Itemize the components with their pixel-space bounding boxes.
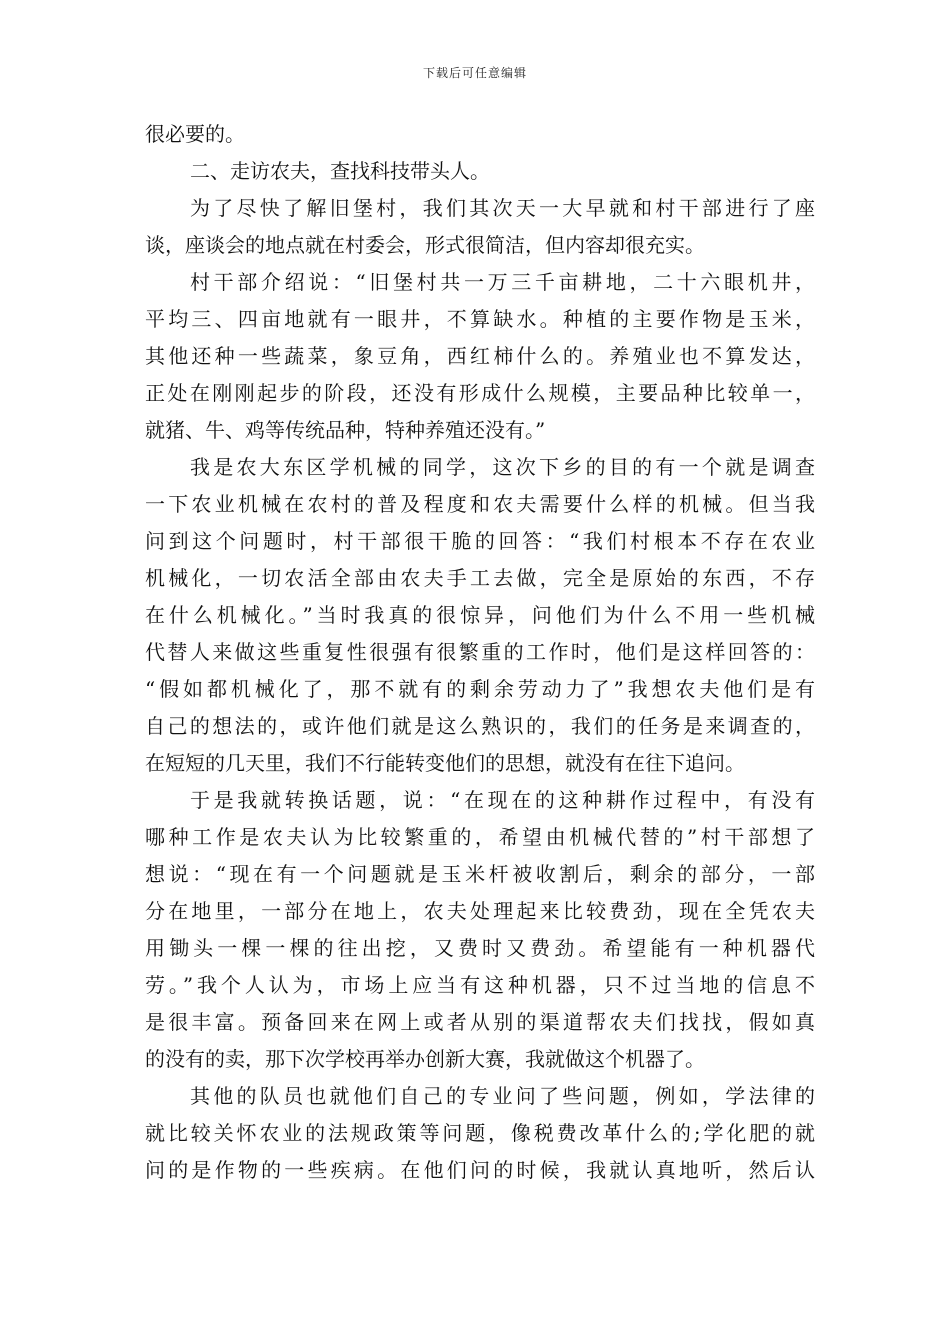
text-line: 问到这个问题时，村干部很干脆的回答：“我们村根本不存在农业 <box>145 529 815 553</box>
text-line: 就比较关怀农业的法规政策等问题，像税费改革什么的;学化肥的就 <box>145 1121 815 1145</box>
text-line: 二、走访农夫，查找科技带头人。 <box>190 159 490 183</box>
text-line: 劳。”我个人认为，市场上应当有这种机器，只不过当地的信息不 <box>145 973 815 997</box>
text-line: 哪种工作是农夫认为比较繁重的，希望由机械代替的”村干部想了 <box>145 825 815 849</box>
text-line: 分在地里，一部分在地上，农夫处理起来比较费劲，现在全凭农夫 <box>145 899 815 923</box>
text-line: 就猪、牛、鸡等传统品种，特种养殖还没有。” <box>145 418 546 442</box>
text-line: 平均三、四亩地就有一眼井，不算缺水。种植的主要作物是玉米， <box>145 307 815 331</box>
text-line: 想说：“现在有一个问题就是玉米杆被收割后，剩余的部分，一部 <box>145 862 815 886</box>
text-line: 村干部介绍说：“旧堡村共一万三千亩耕地，二十六眼机井， <box>190 270 815 294</box>
text-line: 于是我就转换话题，说：“在现在的这种耕作过程中，有没有 <box>190 788 815 812</box>
text-line: 很必要的。 <box>145 122 245 146</box>
page-header: 下载后可任意编辑 <box>422 66 527 80</box>
text-line: 正处在刚刚起步的阶段，还没有形成什么规模，主要品种比较单一， <box>145 381 815 405</box>
text-line: 问的是作物的一些疾病。在他们问的时候，我就认真地听，然后认 <box>145 1158 815 1182</box>
text-line: 的没有的卖，那下次学校再举办创新大赛，我就做这个机器了。 <box>145 1047 705 1071</box>
text-line: 为了尽快了解旧堡村，我们其次天一大早就和村干部进行了座 <box>190 196 815 220</box>
text-line: 是很丰富。预备回来在网上或者从别的渠道帮农夫们找找，假如真 <box>145 1010 815 1034</box>
document-body <box>145 116 815 1189</box>
text-line: 在什么机械化。”当时我真的很惊异，问他们为什么不用一些机械 <box>145 603 815 627</box>
text-line: 谈，座谈会的地点就在村委会，形式很简洁，但内容却很充实。 <box>145 233 705 257</box>
text-line: 用锄头一棵一棵的往出挖，又费时又费劲。希望能有一种机器代 <box>145 936 815 960</box>
text-line: 其他还种一些蔬菜，象豆角，西红柿什么的。养殖业也不算发达， <box>145 344 815 368</box>
text-line: 自己的想法的，或许他们就是这么熟识的，我们的任务是来调查的， <box>145 714 815 738</box>
text-line: “假如都机械化了，那不就有的剩余劳动力了”我想农夫他们是有 <box>145 677 815 701</box>
text-line: 其他的队员也就他们自己的专业问了些问题，例如，学法律的 <box>190 1084 815 1108</box>
text-line: 我是农大东区学机械的同学，这次下乡的目的有一个就是调查 <box>190 455 815 479</box>
text-line: 在短短的几天里，我们不行能转变他们的思想，就没有在往下追问。 <box>145 751 745 775</box>
text-line: 一下农业机械在农村的普及程度和农夫需要什么样的机械。但当我 <box>145 492 815 516</box>
text-line: 代替人来做这些重复性很强有很繁重的工作时，他们是这样回答的： <box>145 640 815 664</box>
text-line: 机械化，一切农活全部由农夫手工去做，完全是原始的东西，不存 <box>145 566 815 590</box>
